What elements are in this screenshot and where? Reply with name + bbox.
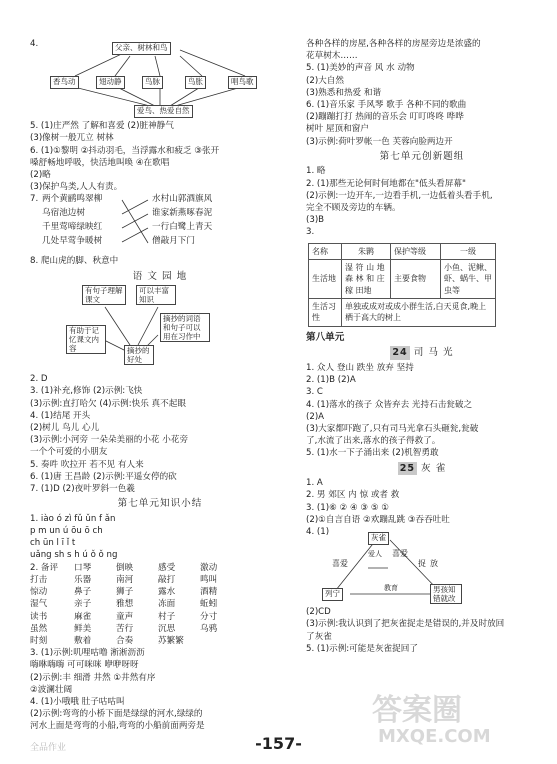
text-line: (2)A <box>306 411 325 422</box>
text-line: 5. (1)庄严然 了解和喜爱 (2)脏神静气 <box>30 121 174 132</box>
word-cell: 雅想 <box>116 599 134 610</box>
word-cell: 合奏 <box>116 635 134 646</box>
diagram-3-label-love: 爱人 <box>368 550 382 559</box>
text-line: 3. (1)示例:叽哩咕噜 淅淅沥沥 <box>30 648 145 659</box>
text-line: (2)蹦蹦打打 热闹的音乐会 叮叮咚咚 哗哗 <box>306 112 464 123</box>
word-cell: 麻雀 <box>74 611 92 622</box>
text-line: (2)示例:弯弯的小桥下面是绿绿的河水,绿绿的 <box>30 709 203 720</box>
text-line: (3)大家都吓跑了,只有司马光拿石头砸瓮,瓮破 <box>306 424 479 435</box>
text-line: 6. (1)唐 王昌龄 (2)示例:平遥女停的砍 <box>30 471 177 482</box>
word-cell: 童声 <box>116 611 134 622</box>
pinyin-answers <box>30 513 290 562</box>
text-line: (2)示例:一边开车,一边看手机,一边低着头看手机, <box>306 190 493 201</box>
text-line: 6. (1)①黎明 ②抖动羽毛，当浮露水和疲乏 ③张开 <box>30 145 220 156</box>
match-right-1: 水村山郭酒旗风 <box>152 194 213 205</box>
text-line: (2)①自言自语 ②欢蹦乱跳 ③吞吞吐吐 <box>306 514 450 525</box>
text-line: ch ūn l ī ǐ t <box>30 538 76 549</box>
text-line: (2)树儿 鸟儿 心儿 <box>30 423 100 434</box>
word-cell: 激动 <box>200 562 218 573</box>
diagram-1-bottom-2: 翅动静 <box>96 76 125 89</box>
table-cell: 单独或成对或成小群生活,白天觅食,晚上栖于高大的树上 <box>342 299 496 327</box>
text-line: 嗨咻嗨嗨 可可咪咪 咿咿呀呀 <box>30 660 139 671</box>
word-cell: 露水 <box>158 587 176 598</box>
text-line: 2. 男 郊区 内 惊 或者 救 <box>306 490 400 501</box>
word-cell: 敲打 <box>158 574 176 585</box>
match-right-4: 僧敲月下门 <box>152 236 195 247</box>
text-line: (3)示例:荷叶罗帐一色 芙蓉向脸两边开 <box>306 136 453 147</box>
diagram-3-bottom-left: 列宁 <box>322 588 343 601</box>
diagram-1-bottom-1: 香鸟动 <box>50 76 79 89</box>
table-row <box>309 260 496 299</box>
text-line: 5. (1)水一下子涌出来 (2)机智勇敢 <box>306 448 439 459</box>
diagram-1 <box>30 38 290 120</box>
answers-3-4 <box>30 647 290 732</box>
diagram-1-bottom-4: 鸟胀 <box>185 76 206 89</box>
word-cell: 虽然 <box>30 623 48 634</box>
text-line: 2. D <box>30 374 48 385</box>
right-column <box>306 38 538 655</box>
word-cell: 冻面 <box>158 599 176 610</box>
word-cell: 乌鸦 <box>200 623 218 634</box>
text-line: 1. A <box>306 478 323 489</box>
text-line: 5. 奏吽 吹拉开 若不见 有人来 <box>30 459 144 470</box>
words-row <box>30 562 290 574</box>
text-line: 8. 爬山虎的脚、秋意中 <box>30 256 119 267</box>
diagram-3-label-like2: 喜爱 <box>392 549 408 559</box>
diagram-2-left-top: 有句子理解课文 <box>82 285 126 305</box>
text-line: p m un ú ōu ō ch <box>30 526 103 537</box>
lesson-title: 灰 雀 <box>421 462 447 474</box>
table-cell: 主要食物 <box>391 260 441 299</box>
word-cell: 感受 <box>158 562 176 573</box>
word-cell: 倒映 <box>116 562 134 573</box>
word-cell: 时刻 <box>30 635 48 646</box>
text-line: 3. C <box>306 387 323 398</box>
text-line: (3)熟悉和热爱 和谐 <box>306 87 382 98</box>
table-cell: 朱鹮 <box>342 243 391 259</box>
lesson-title: 司 马 光 <box>413 347 454 359</box>
section-title-knowledge: 第七单元知识小结 <box>117 498 203 510</box>
table-cell: 生活地 <box>309 260 342 299</box>
word-cell: 惊动 <box>30 587 48 598</box>
text-line: 5. (1)美妙的声音 风 水 动物 <box>306 63 415 74</box>
diagram-1-bottom-5: 唱鸟歌 <box>228 76 257 89</box>
table-cell: 名称 <box>309 243 342 259</box>
text-line: 花草树木…… <box>306 51 358 62</box>
word-cell: 亲子 <box>74 599 92 610</box>
text-line: 嗓舒畅地呼吸，快活地叫唤 ④在歌唱 <box>30 157 170 168</box>
word-cell: 村子 <box>158 611 176 622</box>
text-line: (2)示例:丰 细滑 井然 ①井然有序 <box>30 672 156 683</box>
word-cell: 湿气 <box>30 599 48 610</box>
text-line: 4. (1)结尾 开头 <box>30 410 91 421</box>
words-row <box>30 623 290 635</box>
answers-2-7 <box>30 373 290 495</box>
table-cell: 小鱼、泥鳅、虾、蜗牛、甲虫等 <box>441 260 496 299</box>
text-line: 1. iào ó zì fǔ ǔn f ǎn <box>30 513 116 524</box>
diagram-2 <box>30 285 290 373</box>
text-line: 3. (1)补充,修饰 (2)示例:飞快 <box>30 386 143 397</box>
text-line: 一个个可爱的小朋友 <box>30 447 108 458</box>
text-line: (3)像树一般兀立 树林 <box>30 133 114 144</box>
text-line: 4. (1) <box>306 527 330 538</box>
page-number: -157- <box>255 734 302 753</box>
match-left-2: 乌宿池边树 <box>42 208 85 219</box>
diagram-3-top: 灰雀 <box>368 532 389 545</box>
words-row <box>30 586 290 598</box>
word-cell: 鼻子 <box>74 587 92 598</box>
words-row <box>30 598 290 610</box>
word-cell: 酒精 <box>200 587 218 598</box>
text-line: 2. (1)B (2)A <box>306 375 356 386</box>
footer-logo: 全品作业 <box>30 743 67 753</box>
text-line: 了灰雀 <box>306 631 332 642</box>
word-cell: 敷着 <box>74 635 92 646</box>
diagram-3-bottom-right: 男孩知错就改 <box>430 584 462 604</box>
word-cell: 苏繁繁 <box>158 635 184 646</box>
text-line: (3)保护鸟类,人人有责。 <box>30 182 123 193</box>
lesson-number-badge: 24 <box>392 347 408 359</box>
words-grid <box>30 562 290 647</box>
word-cell: 蚯蚓 <box>200 599 218 610</box>
words-row <box>30 574 290 586</box>
text-line: 1. 众人 登山 跌坐 放弃 坚持 <box>306 363 414 374</box>
text-line: (3)示例:直打哈欠 (4)示例:快乐 真不起眼 <box>30 398 186 409</box>
word-cell: 沉思 <box>158 623 176 634</box>
answers-5-6 <box>30 120 290 193</box>
match-left-4: 几处早莺争暖树 <box>42 236 103 247</box>
match-left-3: 千里莺啼绿映红 <box>42 222 103 233</box>
lesson-number-badge: 25 <box>399 462 416 474</box>
diagram-3-label-like: 喜爱 <box>332 559 348 569</box>
yuwen-yuandi-title: 语 文 园 地 <box>132 270 188 282</box>
text-line: 4. (1)落水的孩子 众皆弃去 光持石击瓮破之 <box>306 399 473 410</box>
word-cell: 乐器 <box>74 574 92 585</box>
table-cell: 保护等级 <box>391 243 441 259</box>
watermark-url: MXQE.COM <box>378 726 491 747</box>
unit-8-title: 第八单元 <box>306 331 345 343</box>
match-right-3: 一行白鹭上青天 <box>152 222 213 233</box>
words-row <box>30 635 290 647</box>
lesson-24-title <box>306 346 538 360</box>
crested-ibis-table <box>308 243 496 327</box>
word-cell: 南河 <box>116 574 134 585</box>
question-4-label: 4. <box>30 39 39 49</box>
table-cell: 生活习性 <box>309 299 342 327</box>
text-line: ②波澜壮阔 <box>30 684 73 695</box>
match-left-1: 两个黄鹂鸣翠柳 <box>42 194 103 205</box>
matching-exercise <box>30 193 290 255</box>
table-row <box>309 243 496 259</box>
diagram-3-label-release: 放 <box>430 559 438 569</box>
text-line: 完全不顾及旁边的车辆。 <box>306 203 401 214</box>
text-line: 5. (1)示例:可能是灰雀捉回了 <box>306 643 418 654</box>
text-line: uǎng sh s h ú ǒ ǒ ng <box>30 550 118 561</box>
question-7-label: 7. <box>30 194 39 205</box>
word-cell: 读书 <box>30 611 48 622</box>
diagram-1-result: 爱鸟、热爱自然 <box>134 105 193 118</box>
table-cell: 湿 符 山 地森 林 和 庄稼 田地 <box>342 260 391 299</box>
text-line: 1. 略 <box>306 166 326 177</box>
words-row <box>30 611 290 623</box>
word-cell: 分寸 <box>200 611 218 622</box>
text-line: 河水上面是弯弯的小船,弯弯的小船前面两旁是 <box>30 721 205 732</box>
word-cell: 鸣叫 <box>200 574 218 585</box>
text-line: (3)B <box>306 215 325 226</box>
lesson-25-title <box>306 462 538 476</box>
text-line: 6. (1)音乐家 手风琴 歌手 各种不同的歌曲 <box>306 100 467 111</box>
text-line: 3. (1)⑥ ② ④ ③ ⑤ ① <box>306 502 389 513</box>
diagram-1-top: 父亲、树林和鸟 <box>112 42 171 55</box>
text-line: (3)示例:我认识到了把灰雀捉走是错误的,并及时放回 <box>306 619 505 630</box>
table-row <box>309 299 496 327</box>
diagram-2-right-bottom: 摘抄的词语和句子可以用在习作中 <box>160 313 210 342</box>
text-line: 2. (1)那些无论何时何地都在"低头看屏幕" <box>306 178 466 189</box>
diagram-2-right-top: 可以丰富知识 <box>136 285 176 305</box>
text-line: 3. <box>306 227 315 238</box>
match-right-2: 谁家新燕啄春泥 <box>152 208 213 219</box>
text-line: 了,水流了出来,落水的孩子得救了。 <box>306 436 441 447</box>
diagram-3-label-education: 教育 <box>384 584 398 593</box>
text-line: (3)示例:小河旁 一朵朵美丽的小花 小花旁 <box>30 435 189 446</box>
word-cell: 苦行 <box>116 623 134 634</box>
word-cell: 口琴 <box>74 562 92 573</box>
word-cell: 打击 <box>30 574 48 585</box>
text-line: 树叶 屋顶和窗户 <box>306 124 369 135</box>
text-line: (2)CD <box>306 607 331 618</box>
text-line: 各种各样的房屋,各种各样的房屋旁边是浓盛的 <box>306 39 481 49</box>
text-line: 4. (1)小哦哦 肚子咕咕叫 <box>30 696 125 707</box>
watermark-logo: 答案圈 <box>372 693 462 728</box>
text-line: (2)大自然 <box>306 75 344 86</box>
diagram-2-left-bottom: 有助于记忆课文内容 <box>66 325 106 354</box>
word-cell: 2. 备评 <box>30 562 59 573</box>
left-column <box>30 38 290 733</box>
diagram-3 <box>306 528 538 606</box>
word-cell: 鲜美 <box>74 623 92 634</box>
text-line: 7. (1)D (2)夜叶罗斜一色羲 <box>30 484 135 495</box>
section-title-innovation: 第七单元创新题组 <box>379 150 465 162</box>
text-line: (2)略 <box>30 170 51 181</box>
diagram-2-center: 摘抄的好处 <box>124 345 154 365</box>
word-cell: 狮子 <box>116 587 134 598</box>
diagram-1-bottom-3: 鸟脉 <box>142 76 163 89</box>
table-cell: 一级 <box>441 243 496 259</box>
diagram-3-label-catch: 捉 <box>418 559 426 569</box>
